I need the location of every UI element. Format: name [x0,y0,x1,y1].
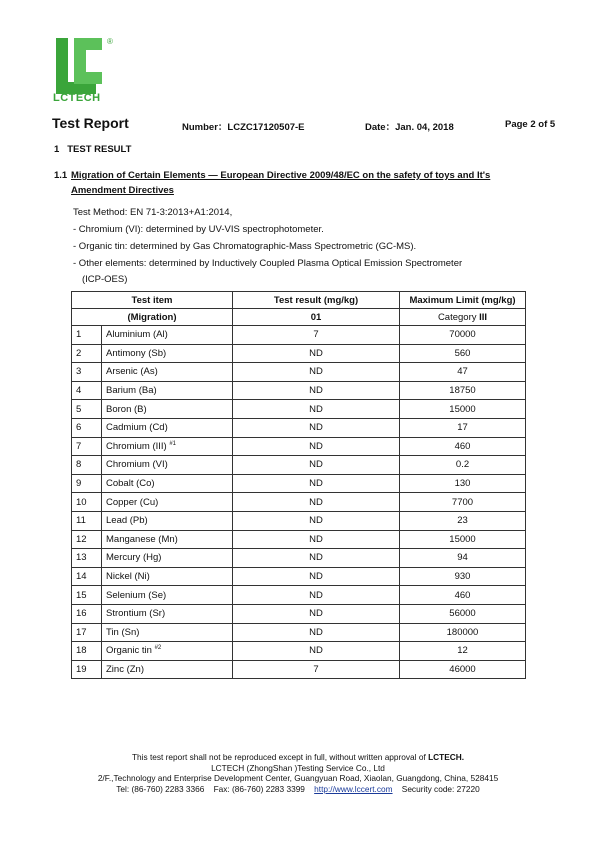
report-title: Test Report [52,115,129,131]
table-row [72,437,526,456]
row-number: 4 [72,381,102,400]
table-row [72,456,526,475]
row-item-name: Cobalt (Co) [102,474,233,493]
header-category: Category III [400,309,526,326]
table-row [72,530,526,549]
row-number: 14 [72,567,102,586]
row-number: 1 [72,326,102,345]
row-result: ND [233,511,400,530]
header-test-item: Test item [72,292,233,309]
row-item-name: Chromium (VI) [102,456,233,475]
row-number: 10 [72,493,102,512]
row-item-name: Selenium (Se) [102,586,233,605]
row-item-name: Aluminium (Al) [102,326,233,345]
row-item-name: Arsenic (As) [102,363,233,382]
row-result: ND [233,474,400,493]
row-result: ND [233,456,400,475]
row-limit: 46000 [400,660,526,679]
footnote-marker: #1 [169,440,177,447]
table-row [72,642,526,661]
footer-company: LCTECH (ZhongShan )Testing Service Co., Ltd [211,763,385,773]
method-line-4: - Other elements: determined by Inductively Coupled Plasma Optical Emission Spectrometer [73,258,463,269]
row-result: 7 [233,326,400,345]
row-number: 18 [72,642,102,661]
row-number: 3 [72,363,102,382]
row-item-name: Strontium (Sr) [102,604,233,623]
table-row [72,381,526,400]
row-limit: 23 [400,511,526,530]
row-number: 5 [72,400,102,419]
table-row [72,604,526,623]
row-item-name: Nickel (Ni) [102,567,233,586]
row-item-name: Chromium (III) $^{\#1}$ [102,437,233,456]
table-row [72,344,526,363]
footnote-marker: #2 [154,645,162,652]
row-result: ND [233,381,400,400]
row-limit: 130 [400,474,526,493]
row-limit: 17 [400,418,526,437]
section-migration-heading: 1.1 Migration of Certain Elements — European Directive 2009/48/EC on the safety of toys and It's Amendment Directives [54,170,491,196]
results-table [71,291,526,679]
method-line-2: - Chromium (VI): determined by UV-VIS spectrophotometer. [73,224,324,235]
row-limit: 460 [400,437,526,456]
row-result: ND [233,567,400,586]
registered-mark: ® [107,37,113,46]
row-result: ND [233,418,400,437]
footer-tel: Tel: (86-760) 2283 3366 [116,784,205,794]
row-number: 13 [72,549,102,568]
logo-text: LCTECH [53,92,101,104]
row-limit: 47 [400,363,526,382]
method-line-5: (ICP-OES) [82,274,128,285]
row-item-name: Copper (Cu) [102,493,233,512]
row-item-name: Manganese (Mn) [102,530,233,549]
report-number: Number：LCZC17120507-E [182,122,305,133]
table-row [72,660,526,679]
row-item-name: Cadmium (Cd) [102,418,233,437]
page-number: Page 2 of 5 [505,119,556,130]
row-limit: 70000 [400,326,526,345]
table-header-row [72,292,526,309]
footer-address: 2/F.,Technology and Enterprise Development Center, Guangyuan Road, Xiaolan, Guangdong, China, 528415 [97,773,499,783]
footer-security-code: Security code: 27220 [401,784,480,794]
row-result: ND [233,623,400,642]
method-line-3: - Organic tin: determined by Gas Chromatographic-Mass Spectrometric (GC-MS). [73,241,417,252]
row-number: 6 [72,418,102,437]
row-result: ND [233,604,400,623]
footer-fax: Fax: (86-760) 2283 3399 [213,784,305,794]
row-number: 2 [72,344,102,363]
table-row [72,623,526,642]
row-result: ND [233,363,400,382]
row-number: 7 [72,437,102,456]
table-subheader-row [72,309,526,326]
row-result: ND [233,586,400,605]
row-number: 9 [72,474,102,493]
header-max-limit: Maximum Limit (mg/kg) [400,292,526,309]
table-row [72,418,526,437]
footer-website-link[interactable]: http://www.lccert.com [314,784,393,794]
header-sample-01: 01 [233,309,400,326]
row-item-name: Barium (Ba) [102,381,233,400]
table-row [72,586,526,605]
row-result: ND [233,493,400,512]
row-result: ND [233,400,400,419]
row-number: 15 [72,586,102,605]
row-limit: 18750 [400,381,526,400]
row-number: 17 [72,623,102,642]
method-line-1: Test Method: EN 71-3:2013+A1:2014, [73,207,233,218]
header-test-result: Test result (mg/kg) [233,292,400,309]
row-item-name: Zinc (Zn) [102,660,233,679]
row-item-name: Tin (Sn) [102,623,233,642]
row-result: ND [233,530,400,549]
table-row [72,363,526,382]
row-limit: 15000 [400,400,526,419]
table-row [72,326,526,345]
row-result: ND [233,437,400,456]
row-result: ND [233,344,400,363]
row-limit: 930 [400,567,526,586]
row-result: 7 [233,660,400,679]
row-number: 19 [72,660,102,679]
row-item-name: Lead (Pb) [102,511,233,530]
row-limit: 560 [400,344,526,363]
row-limit: 460 [400,586,526,605]
table-row [72,400,526,419]
row-item-name: Antimony (Sb) [102,344,233,363]
table-row [72,567,526,586]
header-migration: (Migration) [72,309,233,326]
row-item-name: Organic tin $^{\#2}$ [102,642,233,661]
footer-contact [0,784,596,794]
row-number: 16 [72,604,102,623]
row-limit: 12 [400,642,526,661]
row-number: 12 [72,530,102,549]
table-row [72,474,526,493]
table-row [72,493,526,512]
footer-disclaimer: This test report shall not be reproduced except in full, without written approval of LCTECH. [131,752,465,762]
row-item-name: Boron (B) [102,400,233,419]
row-number: 11 [72,511,102,530]
row-limit: 56000 [400,604,526,623]
row-result: ND [233,549,400,568]
row-result: ND [233,642,400,661]
row-limit: 7700 [400,493,526,512]
row-limit: 0.2 [400,456,526,475]
row-number: 8 [72,456,102,475]
row-limit: 15000 [400,530,526,549]
row-item-name: Mercury (Hg) [102,549,233,568]
table-row [72,549,526,568]
table-row [72,511,526,530]
report-date: Date：Jan. 04, 2018 [365,122,454,133]
section-test-result: 1 TEST RESULT [54,144,132,155]
row-limit: 180000 [400,623,526,642]
row-limit: 94 [400,549,526,568]
